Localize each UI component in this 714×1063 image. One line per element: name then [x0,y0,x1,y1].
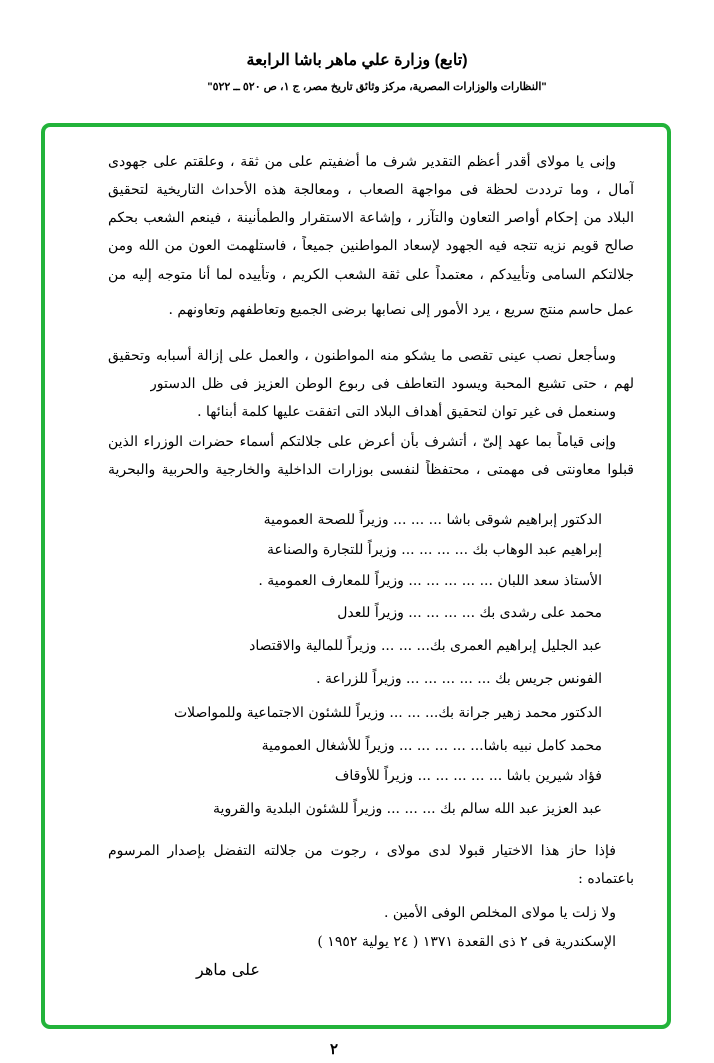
minister-entry: عبد الجليل إبراهيم العمرى بك... ... ... وزيراً للمالية والاقتصاد [249,638,602,654]
minister-entry: الدكتور محمد زهير جرانة بك... ... ... وزيراً للشئون الاجتماعية وللمواصلات [173,705,602,721]
text-line: وسنعمل فى غير توان لتحقيق أهداف البلاد التى اتفقت عليها كلمة أبنائها . [197,404,616,420]
text-line: وإنى قياماً بما عهد إلىّ ، أتشرف بأن أعرض على جلالتكم أسماء حضرات الوزراء الذين [108,434,616,450]
text-line: جلالتكم السامى وتأييدكم ، معتمداً على ثقة الشعب الكريم ، وتأييده لما أنا متوجه إليه من [108,267,634,283]
text-line: قبلوا معاونتى فى مهمتى ، محتفظاً لنفسى بوزارات الداخلية والخارجية والحربية والبحرية [108,462,634,478]
text-line: لهم ، حتى تشيع المحبة ويسود التعاطف فى ربوع الوطن العزيز فى ظل الدستور [150,376,634,392]
text-line: وسأجعل نصب عينى تقصى ما يشكو منه المواطنون ، والعمل على إزالة أسبابه وتحقيق [108,348,616,364]
document-title: (تابع) وزارة علي ماهر باشا الرابعة [246,52,468,69]
text-line: البلاد من إحكام أواصر التعاون والتآزر ، وإشاعة الاستقرار والطمأنينة ، فينعم الشعب بحكم [108,210,634,226]
minister-entry: محمد على رشدى بك ... ... ... ... وزيراً للعدل [337,605,602,621]
text-line: آمال ، وما ترددت لحظة فى مواجهة الصعاب ، ومعالجة هذه الأحداث التاريخية لتحقيق [108,182,634,198]
text-line: عمل حاسم منتج سريع ، يرد الأمور إلى نصابها برضى الجميع وتعاطفهم وتعاونهم . [168,302,634,318]
text-line: باعتماده : [578,871,634,887]
source-citation: "النظارات والوزارات المصرية، مركز وثائق تاريخ مصر، ج ١، ص ٥٢٠ ــ ٥٢٢" [207,81,547,93]
text-line: صالح قويم نزيه تتجه فيه الجهود لإسعاد المواطنين جميعاً ، فاستلهمت العون من الله ومن [108,238,634,254]
dateline: الإسكندرية فى ٢ ذى القعدة ١٣٧١ ( ٢٤ يولية ١٩٥٢ ) [317,934,616,950]
minister-entry: محمد كامل نبيه باشا... ... ... ... ... وزيراً للأشغال العمومية [261,738,602,754]
closing-line: ولا زلت يا مولاى المخلص الوفى الأمين . [383,905,616,921]
minister-entry: عبد العزيز عبد الله سالم بك ... ... ... وزيراً للشئون البلدية والقروية [213,801,602,817]
text-line: فإذا حاز هذا الاختيار قبولا لدى مولاى ، رجوت من جلالته التفضل بإصدار المرسوم [108,843,616,859]
minister-entry: الفونس جريس بك ... ... ... ... ... وزيراً للزراعة . [316,671,602,687]
minister-entry: إبراهيم عبد الوهاب بك ... ... ... ... وزيراً للتجارة والصناعة [266,542,602,558]
page-number: ٢ [330,1040,339,1058]
minister-entry: الأستاذ سعد اللبان ... ... ... ... ... وزيراً للمعارف العمومية . [258,573,602,589]
text-line: وإنى يا مولاى أقدر أعظم التقدير شرف ما أضفيتم على من ثقة ، وعلقتم على جهودى [108,154,616,170]
signature: على ماهر [196,960,260,979]
minister-entry: الدكتور إبراهيم شوقى باشا ... ... ... وزيراً للصحة العمومية [263,512,602,528]
minister-entry: فؤاد شيرين باشا ... ... ... ... ... وزيراً للأوقاف [334,768,602,784]
